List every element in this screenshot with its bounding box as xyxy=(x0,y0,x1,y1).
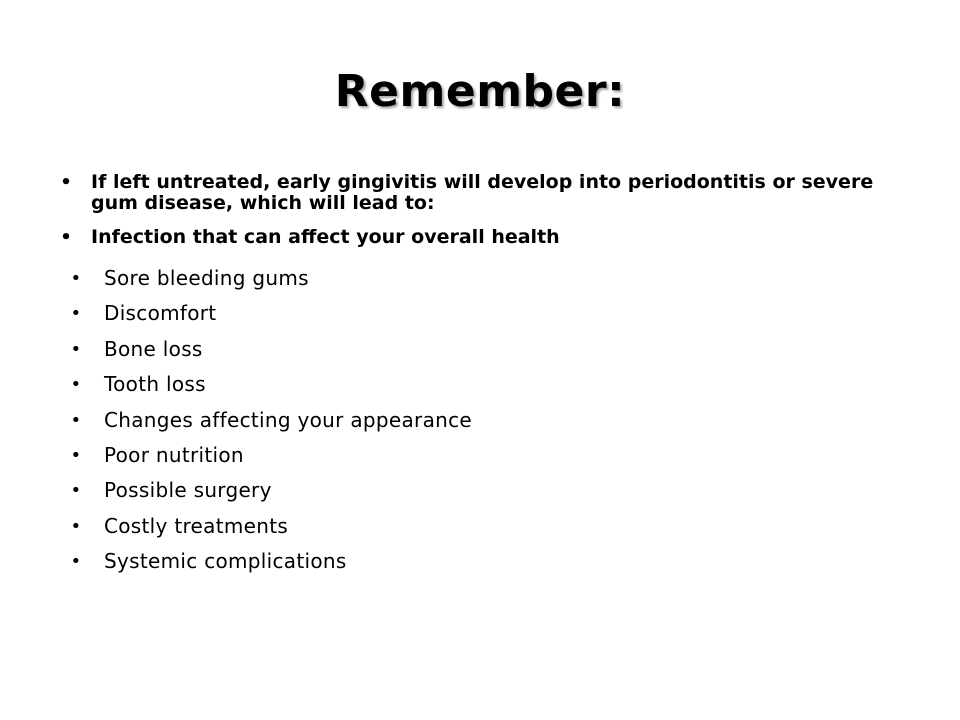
bullet-text: If left untreated, early gingivitis will develop into periodontitis or severe gum disease, which will lead to: xyxy=(91,171,874,214)
bullet-item xyxy=(58,409,888,432)
bullet-icon: • xyxy=(70,268,82,289)
bullet-text: Poor nutrition xyxy=(104,442,244,467)
bullet-icon: • xyxy=(60,172,72,193)
bullet-icon: • xyxy=(70,303,82,325)
slide-title: Remember: xyxy=(334,66,626,117)
bullet-text: Discomfort xyxy=(104,301,217,326)
bullet-icon: • xyxy=(70,551,82,573)
bullet-item xyxy=(58,172,888,214)
bullet-icon: • xyxy=(70,338,82,360)
bullet-icon: • xyxy=(70,444,82,466)
bullet-icon: • xyxy=(60,227,72,248)
bullet-text: Systemic complications xyxy=(104,549,347,574)
bullet-item xyxy=(58,444,888,467)
bullet-icon: • xyxy=(70,480,82,502)
bullet-item xyxy=(58,267,888,290)
bullet-item xyxy=(58,338,888,361)
bullet-icon: • xyxy=(70,409,82,431)
bullet-text: Changes affecting your appearance xyxy=(104,407,473,432)
bullet-text: Costly treatments xyxy=(104,513,289,538)
bullet-text: Bone loss xyxy=(104,336,203,361)
bullet-item xyxy=(58,515,888,538)
bullet-list xyxy=(58,172,888,586)
bullet-item xyxy=(58,302,888,325)
bullet-text: Infection that can affect your overall health xyxy=(91,226,560,248)
bullet-text: Possible surgery xyxy=(104,478,272,503)
bullet-icon: • xyxy=(70,515,82,537)
bullet-text: Sore bleeding gums xyxy=(104,266,309,290)
bullet-item xyxy=(58,227,888,248)
bullet-icon: • xyxy=(70,374,82,396)
bullet-text: Tooth loss xyxy=(104,372,206,397)
bullet-item xyxy=(58,373,888,396)
bullet-item xyxy=(58,479,888,502)
bullet-item xyxy=(58,550,888,573)
